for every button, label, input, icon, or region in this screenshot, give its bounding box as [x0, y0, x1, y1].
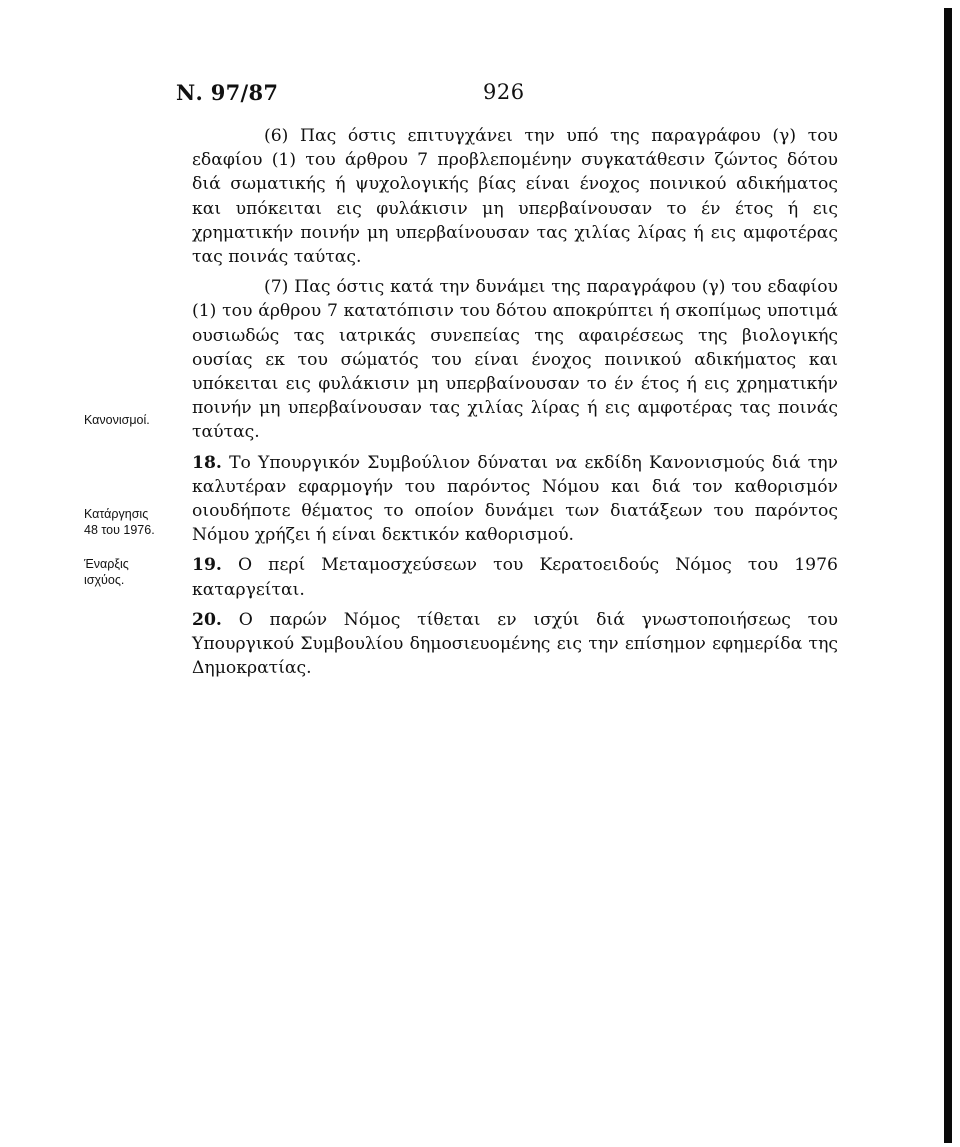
section-text: Το Υπουργικόν Συμβούλιον δύναται να εκδίδη Κανονισμούς διά την καλυτέραν εφαρμογήν του παρόντος Νόμου και διά τον καθορισμόν οιουδήποτε θέματος το οποίον δυνάμει των διατάξεων του παρόντος Νόμου χρήζει ή είναι δεκτικόν καθορισμού.	[192, 452, 838, 546]
section-20	[192, 608, 838, 681]
section-text: Ο περί Μεταμοσχεύσεων του Κερατοειδούς Νόμος του 1976 καταργείται.	[192, 555, 838, 600]
margin-note-line: 48 του 1976.	[84, 523, 155, 537]
margin-note-line: Κατάργησις	[84, 507, 149, 521]
paragraph-6: (6) Πας όστις επιτυγχάνει την υπό της παραγράφου (γ) του εδαφίου (1) του άρθρου 7 προβλεπομένην συγκατάθεσιν ζώντος δότου διά σωματικής ή ψυχολογικής βίας είναι ένοχος ποινικού αδικήματος και υπόκειται εις φυλάκισιν μη υπερβαίνουσαν το έν έτος ή εις χρηματικήν ποινήν μη υπερβαίνουσαν τας χιλίας λίρας ή εις αμφοτέρας τας ποινάς ταύτας.	[192, 126, 838, 268]
scan-edge-bar	[944, 8, 952, 1143]
margin-note-regulations	[84, 412, 178, 428]
margin-note-commencement	[84, 556, 178, 588]
paragraph-7: (7) Πας όστις κατά την δυνάμει της παραγράφου (γ) του εδαφίου (1) του άρθρου 7 κατατόπισιν του δότου αποκρύπτει ή σκοπίμως υποτιμά ουσιωδώς τας ιατρικάς συνεπείας της αφαιρέσεως της βιολογικής ουσίας εκ του σώματός του είναι ένοχος ποινικού αδικήματος και υπόκειται εις φυλάκισιν μη υπερβαίνουσαν το έν έτος ή εις χρηματικήν ποινήν μη υπερβαίνουσαν τας χιλίας λίρας ή εις αμφοτέρας τας ποινάς ταύτας.	[192, 277, 838, 443]
margin-note-repeal	[84, 506, 178, 538]
section-18	[192, 451, 838, 548]
section-number: 19.	[192, 555, 222, 576]
page-number: 926	[483, 80, 525, 104]
section-text: Ο παρών Νόμος τίθεται εν ισχύι διά γνωστοποιήσεως του Υπουργικού Συμβουλίου δημοσιευομένης εις την επίσημον εφημερίδα της Δημοκρατίας.	[192, 609, 838, 679]
margin-note-line: Έναρξις	[84, 557, 129, 571]
law-number-header: Ν. 97/87	[176, 80, 279, 105]
margin-note-line: ισχύος.	[84, 573, 125, 587]
section-number: 20.	[192, 609, 222, 630]
margin-note-text: Κανονισμοί.	[84, 413, 150, 427]
section-19	[192, 553, 838, 601]
document-body	[192, 124, 838, 680]
section-number: 18.	[192, 452, 222, 473]
